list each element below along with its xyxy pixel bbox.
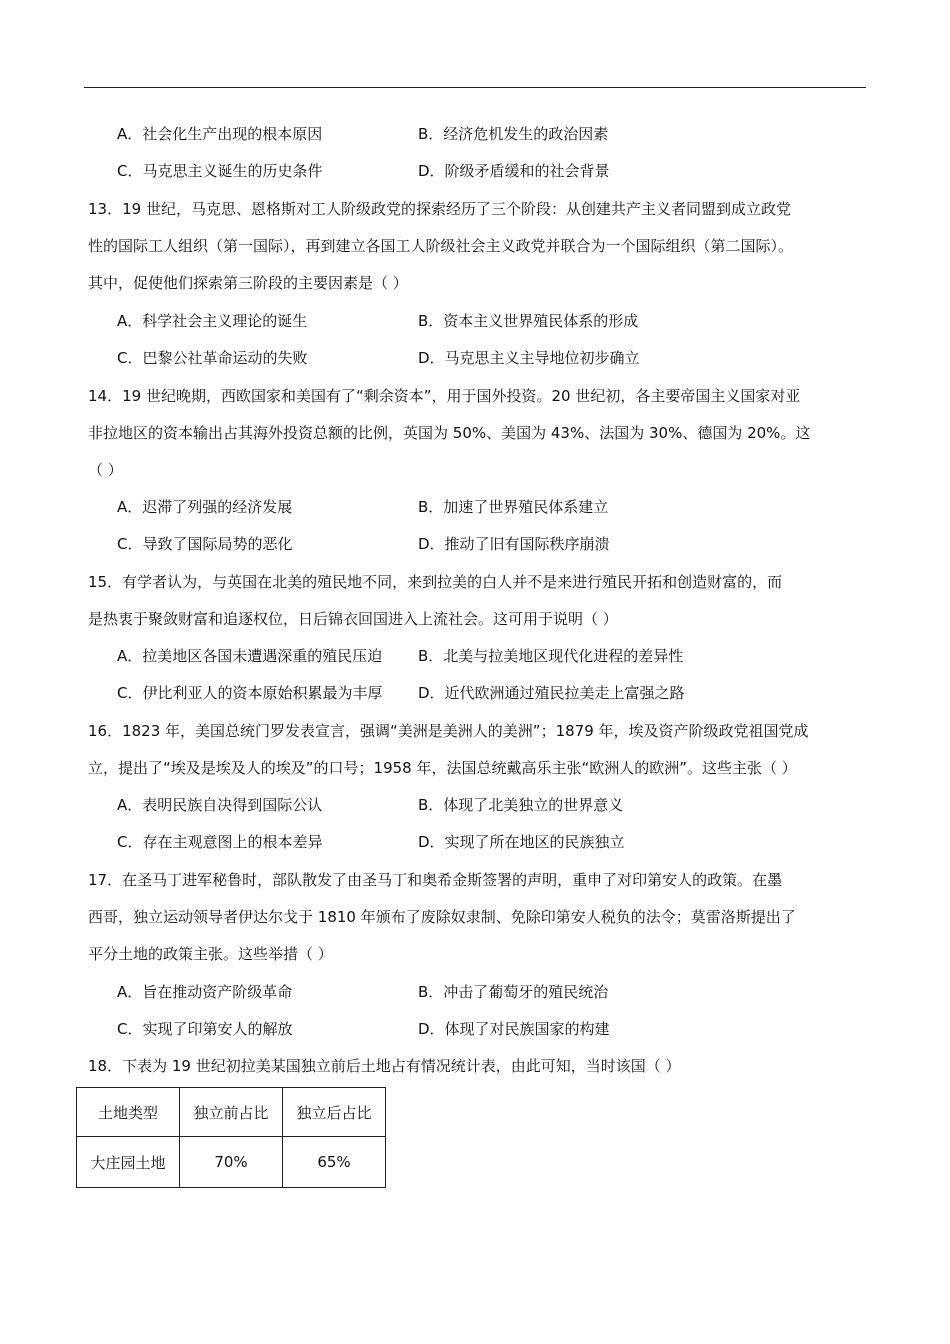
- header-rule: [84, 87, 866, 88]
- q17-stem-line2: 西哥，独立运动领导者伊达尔戈于 1810 年颁布了废除奴隶制、免除印第安人税负的法令；莫雷洛斯提出了: [88, 908, 796, 926]
- q13-option-d: D．马克思主义主导地位初步确立: [418, 349, 640, 367]
- q13-stem-line2: 性的国际工人组织（第一国际），再到建立各国工人阶级社会主义政党并联合为一个国际组织（第二国际）。: [88, 237, 794, 255]
- q12-option-c: C．马克思主义诞生的历史条件: [117, 162, 323, 180]
- table-header-cell: 独立前占比: [180, 1088, 283, 1137]
- q15-option-d: D．近代欧洲通过殖民拉美走上富强之路: [418, 684, 685, 702]
- q14-option-a: A．迟滞了列强的经济发展: [117, 498, 293, 516]
- table-cell: 70%: [180, 1137, 283, 1188]
- q12-option-d: D．阶级矛盾缓和的社会背景: [418, 162, 610, 180]
- table-row: [77, 1137, 386, 1188]
- q17-option-d: D．体现了对民族国家的构建: [418, 1020, 610, 1038]
- q13-option-a: A．科学社会主义理论的诞生: [117, 312, 308, 330]
- q16-option-b: B．体现了北美独立的世界意义: [418, 796, 624, 814]
- q17-stem-line3: 平分土地的政策主张。这些举措（ ）: [88, 945, 333, 963]
- q15-stem-line1: 15．有学者认为，与英国在北美的殖民地不同，来到拉美的白人并不是来进行殖民开拓和创造财富的，而: [88, 573, 783, 591]
- q14-stem-line2: 非拉地区的资本输出占其海外投资总额的比例，英国为 50%、美国为 43%、法国为 30%、德国为 20%。这: [88, 424, 811, 442]
- q16-option-a: A．表明民族自决得到国际公认: [117, 796, 323, 814]
- q13-stem-line1: 13．19 世纪，马克思、恩格斯对工人阶级政党的探索经历了三个阶段：从创建共产主义者同盟到成立政党: [88, 200, 791, 218]
- q13-stem-line3: 其中，促使他们探索第三阶段的主要因素是（ ）: [88, 274, 408, 292]
- table-cell: 大庄园土地: [77, 1137, 180, 1188]
- q12-option-b: B．经济危机发生的政治因素: [418, 125, 609, 143]
- q18-stem: 18．下表为 19 世纪初拉美某国独立前后土地占有情况统计表，由此可知，当时该国（ ）: [88, 1057, 681, 1075]
- q15-stem-line2: 是热衷于聚敛财富和追逐权位，日后锦衣回国进入上流社会。这可用于说明（ ）: [88, 610, 618, 628]
- q14-option-c: C．导致了国际局势的恶化: [117, 535, 293, 553]
- q17-option-c: C．实现了印第安人的解放: [117, 1020, 293, 1038]
- q16-stem-line2: 立，提出了“埃及是埃及人的埃及”的口号；1958 年，法国总统戴高乐主张“欧洲人的欧洲”。这些主张（ ）: [88, 759, 797, 777]
- q13-option-c: C．巴黎公社革命运动的失败: [117, 349, 308, 367]
- q17-option-b: B．冲击了葡萄牙的殖民统治: [418, 983, 609, 1001]
- q15-option-b: B．北美与拉美地区现代化进程的差异性: [418, 647, 684, 665]
- q16-option-c: C．存在主观意图上的根本差异: [117, 833, 323, 851]
- q14-stem-line1: 14．19 世纪晚期，西欧国家和美国有了“剩余资本”，用于国外投资。20 世纪初，各主要帝国主义国家对亚: [88, 387, 801, 405]
- land-ownership-table: [76, 1087, 386, 1188]
- q17-stem-line1: 17．在圣马丁进军秘鲁时，部队散发了由圣马丁和奥希金斯签署的声明，重申了对印第安人的政策。在墨: [88, 871, 783, 889]
- table-header-cell: 土地类型: [77, 1088, 180, 1137]
- q15-option-a: A．拉美地区各国未遭遇深重的殖民压迫: [117, 647, 383, 665]
- q14-option-b: B．加速了世界殖民体系建立: [418, 498, 609, 516]
- q12-option-a: A．社会化生产出现的根本原因: [117, 125, 323, 143]
- table-cell: 65%: [283, 1137, 386, 1188]
- q13-option-b: B．资本主义世界殖民体系的形成: [418, 312, 639, 330]
- q16-stem-line1: 16．1823 年，美国总统门罗发表宣言，强调“美洲是美洲人的美洲”；1879 年，埃及资产阶级政党祖国党成: [88, 722, 809, 740]
- table-header-row: [77, 1088, 386, 1137]
- q15-option-c: C．伊比利亚人的资本原始积累最为丰厚: [117, 684, 383, 702]
- q17-option-a: A．旨在推动资产阶级革命: [117, 983, 293, 1001]
- q16-option-d: D．实现了所在地区的民族独立: [418, 833, 625, 851]
- table-header-cell: 独立后占比: [283, 1088, 386, 1137]
- q14-stem-line3: （ ）: [88, 461, 123, 479]
- q14-option-d: D．推动了旧有国际秩序崩溃: [418, 535, 610, 553]
